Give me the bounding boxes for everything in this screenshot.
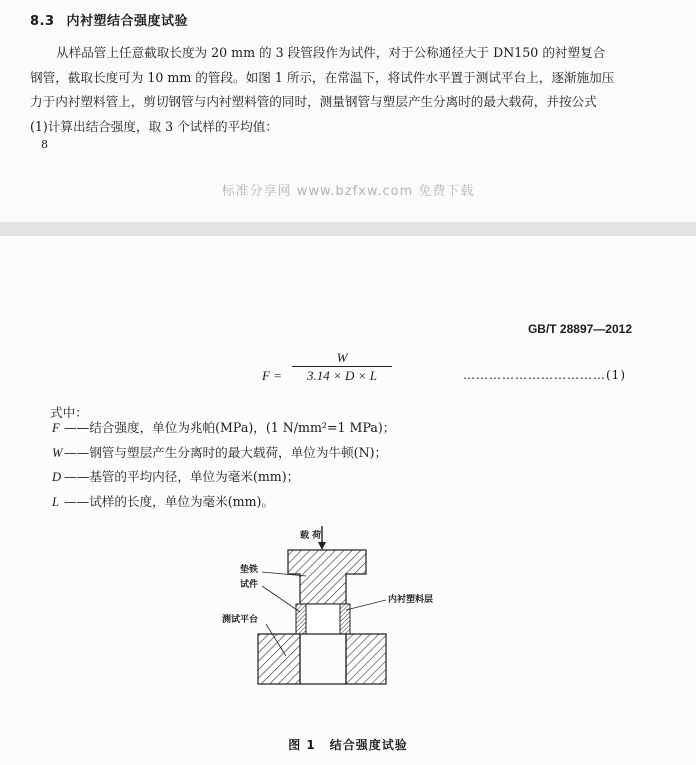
formula-fraction xyxy=(292,350,392,384)
load-label: 载 荷 xyxy=(300,531,322,541)
liner-leader xyxy=(346,600,386,610)
definition-text: ——钢管与塑层产生分离时的最大载荷，单位为牛顿(N)； xyxy=(64,444,388,460)
figure-title: 结合强度试验 xyxy=(329,738,408,752)
pad-label: 垫铁 xyxy=(240,565,259,575)
definition-symbol: W xyxy=(52,445,63,460)
pad-block xyxy=(288,550,366,604)
section-paragraph xyxy=(30,41,642,139)
bond-strength-test-diagram xyxy=(200,524,500,724)
section-heading xyxy=(30,10,188,29)
definition-symbol: D xyxy=(52,470,62,484)
watermark-text: 标准分享网 www.bzfxw.com 免费下载 xyxy=(221,184,475,199)
equation-number: ……………………………(1) xyxy=(463,368,626,382)
definition-item xyxy=(52,465,395,490)
definition-text: ——结合强度，单位为兆帕(MPa)，(1 N/mm²=1 MPa)； xyxy=(64,420,396,435)
definition-list xyxy=(52,416,395,514)
section-number: 8.3 xyxy=(30,14,55,29)
paragraph-line: 力于内衬塑料管上，剪切钢管与内衬塑料管的同时，测量钢管与塑层产生分离时的最大载荷，并按公式 xyxy=(30,94,597,109)
definition-symbol: F xyxy=(52,421,60,435)
standard-number: GB/T 28897—2012 xyxy=(527,322,632,336)
definition-text: ——试样的长度，单位为毫米(mm)。 xyxy=(64,493,275,509)
definition-item xyxy=(52,441,395,466)
figure-number: 图 1 xyxy=(288,738,316,752)
specimen-label: 试件 xyxy=(240,580,259,590)
paragraph-line: 从样品管上任意截取长度为 20 mm 的 3 段管段作为试件，对于公称通径大于 DN150 的衬塑复合 xyxy=(56,45,606,60)
liner-label: 内衬塑料层 xyxy=(388,595,434,605)
definition-item xyxy=(52,416,395,441)
top-page xyxy=(0,0,696,222)
definition-text: ——基管的平均内径，单位为毫米(mm)； xyxy=(64,469,300,484)
bottom-page xyxy=(0,236,696,765)
formula-denominator: 3.14 × D × L xyxy=(292,366,392,384)
where-label: 式中： xyxy=(50,405,88,420)
formula-lhs: F = xyxy=(262,368,282,383)
load-arrowhead xyxy=(318,542,326,550)
specimen-bore xyxy=(306,604,340,634)
paragraph-line: (1)计算出结合强度，取 3 个试样的平均值： xyxy=(30,118,278,134)
figure-caption xyxy=(0,736,696,753)
section-title: 内衬塑结合强度试验 xyxy=(66,14,189,29)
platform-label: 测试平台 xyxy=(222,615,259,625)
page-number: 8 xyxy=(41,138,48,151)
definition-item xyxy=(52,490,395,515)
page-separator xyxy=(0,222,696,236)
formula-numerator: W xyxy=(336,350,348,365)
liner-right xyxy=(340,604,350,634)
definition-symbol: L xyxy=(52,494,60,509)
paragraph-line: 钢管，截取长度可为 10 mm 的管段。如图 1 所示，在常温下，将试件水平置于测试平台上，逐渐施加压 xyxy=(30,69,615,85)
liner-left xyxy=(296,604,306,634)
specimen-leader xyxy=(262,586,300,612)
